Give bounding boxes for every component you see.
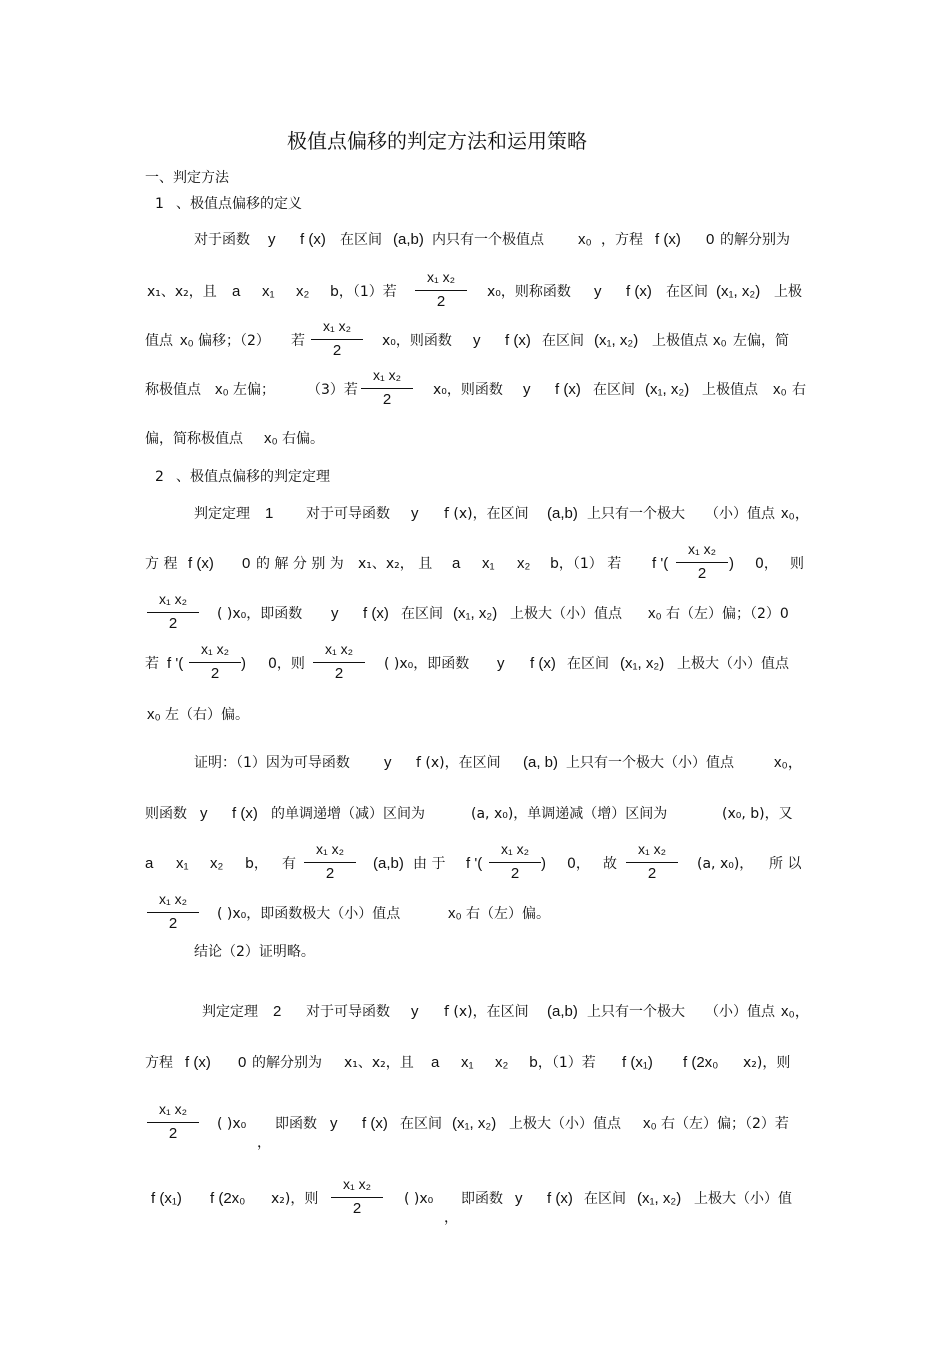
text: 判定定理 [194, 506, 250, 522]
math: f '( [652, 555, 669, 572]
text: 上只有一个极大（小）值点 [566, 755, 734, 771]
text: 由 于 [413, 856, 446, 872]
text: ( )x₀ [217, 1116, 247, 1132]
text: 若 [145, 656, 159, 672]
text: （小）值点 [705, 1004, 775, 1020]
math: x₀ [147, 706, 161, 723]
math: f (x) [626, 283, 652, 300]
math: (a,b) [547, 505, 578, 522]
math: x₁ [482, 555, 495, 572]
text: 在区间 [593, 382, 635, 398]
fraction: x₁ x₂ 2 [622, 841, 682, 887]
text: x₀，则函数 [433, 382, 503, 398]
fraction: x₁ x₂ 2 [672, 541, 732, 587]
text: 0，则 [268, 656, 305, 672]
fraction: x₁ x₂ 2 [485, 841, 545, 887]
math: x₀ [264, 430, 278, 447]
text: 上极大（小）值点 [509, 1116, 621, 1132]
math: f (x) [655, 231, 681, 248]
math: 0 [238, 1054, 247, 1071]
text: x₀，则函数 [382, 333, 452, 349]
text: 在区间 [400, 1116, 442, 1132]
math: f '( [466, 855, 483, 872]
math: x₀ [713, 332, 727, 349]
subsection-number: 1 [155, 196, 164, 212]
math: ) [541, 855, 546, 872]
text: 判定定理 [202, 1004, 258, 1020]
fraction: x₁ x₂ 2 [357, 367, 417, 413]
fraction: x₁ x₂ 2 [411, 269, 471, 315]
math: f (x) [188, 555, 214, 572]
math: y [523, 381, 531, 398]
math: (x₁, x₂) [452, 1115, 497, 1132]
text: ( )x₀，即函数 [384, 656, 470, 672]
math: 2 [273, 1003, 282, 1020]
text: 对于可导函数 [306, 1004, 390, 1020]
text: 则 [790, 556, 804, 572]
math: y [268, 231, 276, 248]
math: (a,b) [373, 855, 404, 872]
math: f (x) [232, 805, 258, 822]
text: ，方程 [601, 232, 643, 248]
math: 0 [242, 555, 251, 572]
math: f (x) [555, 381, 581, 398]
text: 在区间 [584, 1191, 626, 1207]
text: 上极值点 [702, 382, 758, 398]
math: f (2x₀ [210, 1190, 246, 1207]
text: 方 程 [145, 556, 178, 572]
math: ) [241, 655, 246, 672]
text: 所 以 [769, 856, 802, 872]
fraction: x₁ x₂ 2 [309, 641, 369, 687]
fraction: x₁ x₂ 2 [143, 891, 203, 937]
text: x₂)，则 [271, 1191, 319, 1207]
text: 即函数 [461, 1191, 503, 1207]
text: x₀，则称函数 [487, 284, 571, 300]
math: x₀ [643, 1115, 657, 1132]
fraction: x₁ x₂ 2 [300, 841, 360, 887]
math: x₀ [578, 231, 592, 248]
text: 在区间 [340, 232, 382, 248]
text: 右（左）偏。 [466, 906, 550, 922]
text: 上极大（小）值点 [510, 606, 622, 622]
section-heading: 一、判定方法 [145, 170, 229, 186]
fraction: x₁ x₂ 2 [185, 641, 245, 687]
math: x₂ [495, 1054, 509, 1071]
math: y [497, 655, 505, 672]
math: f (x) [300, 231, 326, 248]
math: f (x) [363, 605, 389, 622]
text: ( )x₀，即函数极大（小）值点 [217, 906, 401, 922]
text: 左偏； [233, 382, 275, 398]
fraction: x₁ x₂ 2 [143, 591, 203, 637]
text: 的单调递增（减）区间为 [271, 806, 425, 822]
text: 在区间 [542, 333, 584, 349]
math: f (x) [530, 655, 556, 672]
math: x₁ [461, 1054, 474, 1071]
math: a [452, 555, 461, 572]
math: y [384, 754, 392, 771]
math: f (x₁) [622, 1054, 653, 1071]
math: y [473, 332, 481, 349]
math: (x₁, x₂) [620, 655, 665, 672]
math: f '( [167, 655, 184, 672]
math: x₂ [210, 855, 224, 872]
math: (x₁, x₂) [453, 605, 498, 622]
text: b，（1）若 [529, 1055, 596, 1071]
math: x₂ [517, 555, 531, 572]
text: 在区间 [666, 284, 708, 300]
text: 内只有一个极值点 [432, 232, 544, 248]
text: f (x)，在区间 [444, 506, 529, 522]
text: f (x)，在区间 [416, 755, 501, 771]
text: ， [257, 1135, 271, 1151]
text: （3）若 [307, 382, 358, 398]
text: 偏移；（2） [198, 333, 270, 349]
text: 右偏。 [282, 431, 324, 447]
text: x₁、x₂， 且 [358, 556, 433, 572]
math: f (x₁) [151, 1190, 182, 1207]
math: (x₁, x₂) [716, 283, 761, 300]
text: 在区间 [401, 606, 443, 622]
text: 对于可导函数 [306, 506, 390, 522]
math: y [330, 1115, 338, 1132]
math: x₀ [215, 381, 229, 398]
math: f (x) [547, 1190, 573, 1207]
page-title: 极值点偏移的判定方法和运用策略 [287, 129, 587, 153]
text: （小）值点 [705, 506, 775, 522]
math: (x₁, x₂) [594, 332, 639, 349]
fraction: x₁ x₂ 2 [143, 1101, 203, 1147]
text: 上极 [774, 284, 802, 300]
fraction: x₁ x₂ 2 [307, 318, 367, 364]
math: y [200, 805, 208, 822]
math: f (2x₀ [683, 1054, 719, 1071]
text: 左偏，简 [733, 333, 789, 349]
math: y [331, 605, 339, 622]
text: b， [245, 856, 268, 872]
text: 偏，简称极值点 [145, 431, 243, 447]
text: (a, x₀)， [697, 856, 754, 872]
text: 上极值点 [652, 333, 708, 349]
text: 的解分别为 [252, 1055, 322, 1071]
text: ， [444, 1210, 458, 1226]
math: x₀， [781, 505, 810, 522]
math: y [594, 283, 602, 300]
math: (x₁, x₂) [645, 381, 690, 398]
fraction: x₁ x₂ 2 [327, 1176, 387, 1222]
math: (a,b) [393, 231, 424, 248]
text: (a, x₀)，单调递减（增）区间为 [471, 806, 668, 822]
text: 证明：（1）因为可导函数 [194, 755, 350, 771]
math: y [411, 1003, 419, 1020]
math: (a, b) [523, 754, 559, 771]
math: x₀ [448, 905, 462, 922]
subsection-number: 2 [155, 469, 164, 485]
text: 在区间 [567, 656, 609, 672]
math: 0 [706, 231, 715, 248]
text: 上极大（小）值 [694, 1191, 792, 1207]
math: x₀， [774, 754, 803, 771]
text: 故 [603, 856, 617, 872]
math: f (x) [505, 332, 531, 349]
text: x₂)，则 [743, 1055, 791, 1071]
text: 上极大（小）值点 [677, 656, 789, 672]
text: f (x)，在区间 [444, 1004, 529, 1020]
math: x₀， [781, 1003, 810, 1020]
text: 有 [282, 856, 296, 872]
math: x₂ [296, 283, 310, 300]
text: 的 解 分 别 为 [256, 556, 344, 572]
math: x₀ [180, 332, 194, 349]
text: 称极值点 [145, 382, 201, 398]
math: (x₁, x₂) [637, 1190, 682, 1207]
text: 即函数 [275, 1116, 317, 1132]
math: a [145, 855, 154, 872]
math: ) [729, 555, 734, 572]
text: 结论（2）证明略。 [194, 944, 315, 960]
text: 右 [792, 382, 806, 398]
math: y [411, 505, 419, 522]
math: x₀ [648, 605, 662, 622]
text: 0， [567, 856, 590, 872]
math: x₁ [262, 283, 275, 300]
math: f (x) [185, 1054, 211, 1071]
text: x₁、x₂，且 [344, 1055, 414, 1071]
math: y [515, 1190, 523, 1207]
text: 若 [291, 333, 305, 349]
text: 上只有一个极大 [587, 1004, 685, 1020]
text: 的解分别为 [720, 232, 790, 248]
subsection-heading: 、极值点偏移的判定定理 [176, 469, 330, 485]
text: 则函数 [145, 806, 187, 822]
math: a [431, 1054, 440, 1071]
text: 上只有一个极大 [587, 506, 685, 522]
text: 对于函数 [194, 232, 250, 248]
text: b，（1）若 [330, 284, 397, 300]
text: ( )x₀，即函数 [217, 606, 303, 622]
math: (a,b) [547, 1003, 578, 1020]
math: x₁ [176, 855, 189, 872]
text: 值点 [145, 333, 173, 349]
math: 1 [265, 505, 274, 522]
text: b，（1） 若 [550, 556, 622, 572]
math: f (x) [362, 1115, 388, 1132]
text: 0， [755, 556, 778, 572]
text: (x₀, b)，又 [722, 806, 793, 822]
text: 方程 [145, 1055, 173, 1071]
text: x₁、x₂，且 [147, 284, 217, 300]
subsection-heading: 、极值点偏移的定义 [176, 196, 302, 212]
text: ( )x₀ [404, 1191, 434, 1207]
text: 右（左）偏；（2）若 [661, 1116, 789, 1132]
math: x₀ [773, 381, 787, 398]
math: a [232, 283, 241, 300]
text: 左（右）偏。 [165, 707, 249, 723]
text: 右（左）偏；（2）0 [666, 606, 789, 622]
